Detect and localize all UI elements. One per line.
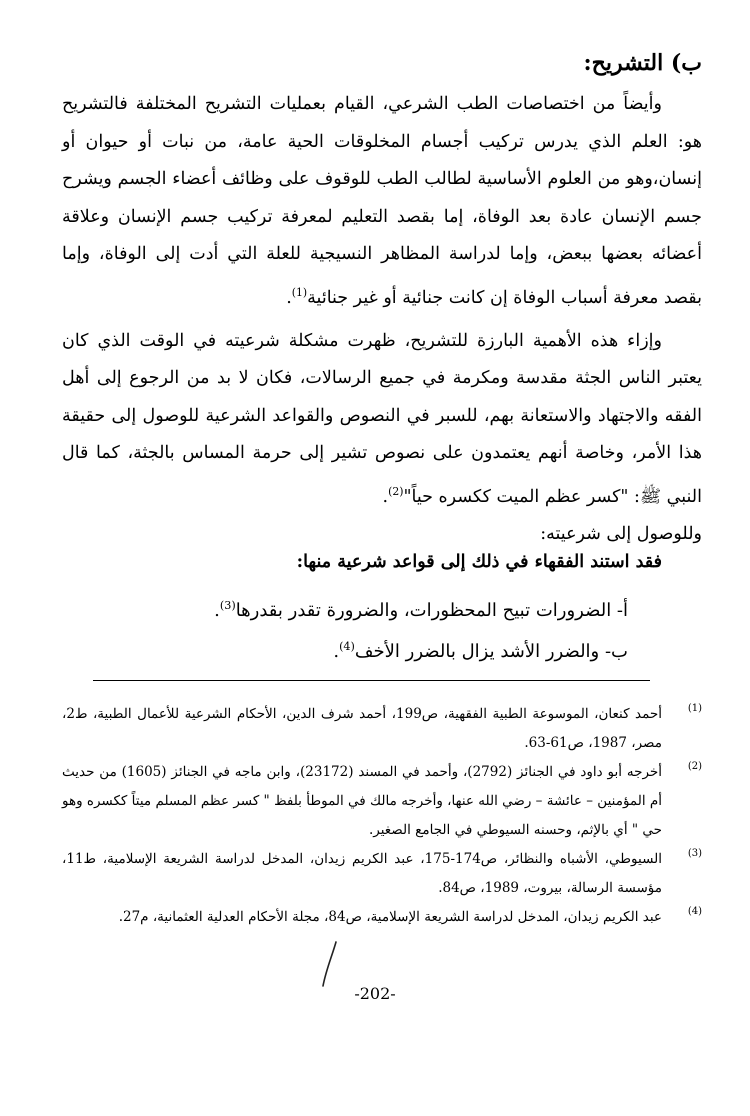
rule-a-end: .: [214, 600, 220, 621]
rule-b-end: .: [333, 641, 340, 662]
footnote-text: أحمد كنعان، الموسوعة الطبية الفقهية، ص199، أحمد شرف الدين، الأحكام الشرعية للأعمال الطبية، ط2، مصر، 1987، ص61-63.: [62, 706, 662, 751]
footnote-2: [62, 758, 702, 845]
paragraph-2-text: وإزاء هذه الأهمية البارزة للتشريح، ظهرت مشكلة شرعيته في الوقت الذي كان يعتبر الناس الجثة مقدسة ومكرمة في جميع الرسالات، فكان لا بد من الرجوع إلى أهل الفقه والاجتهاد والاستعانة بهم، للسبر في النصوص والقواعد الشرعية للوصول إلى حقيقة هذا الأمر، وخاصة أنهم يعتمدون على نصوص تشير إلى حرمة المساس بالجثة، كما قال النبي ﷺ: "كسر عظم الميت ككسره حياً": [62, 330, 702, 507]
footnote-ref-2: (2): [388, 484, 404, 498]
rules-list: [0, 588, 702, 670]
section-heading: ب) التشريح:: [583, 50, 702, 76]
footnote-4: [62, 903, 702, 932]
rule-b-text: ب- والضرر الأشد يزال بالضرر الأخف: [354, 641, 628, 662]
footnote-ref-3: (3): [219, 599, 236, 612]
footnote-ref-1: (1): [291, 285, 308, 299]
footnote-divider: [93, 680, 650, 681]
paragraph-3: وللوصول إلى شرعيته:: [540, 524, 702, 545]
footnote-text: عبد الكريم زيدان، المدخل لدراسة الشريعة الإسلامية، ص84، مجلة الأحكام العدلية العثمانية، م27.: [118, 909, 662, 925]
paragraph-1: وأيضاً من اختصاصات الطب الشرعي، القيام بعمليات التشريح المختلفة فالتشريح هو: العلم الذي يدرس تركيب أجسام المخلوقات الحية عامة، من نبات أو حيوان أو إنسان،وهو من العلوم الأساسية لطالب الطب للوقوف على وظائف أعضاء الجسم ويشرح جسم الإنسان عادة بعد الوفاة، إما بقصد التعليم لمعرفة تركيب جسم الإنسان وعلاقة أعضائه بعضها ببعض، وإما لدراسة المظاهر النسيجية للعلة التي أدت إلى الوفاة، وإما بقصد معرفة أسباب الوفاة إن كانت جنائية أو غير جنائية$^{(1)}$.: [62, 94, 702, 308]
rule-a-text: أ- الضرورات تبيح المحظورات، والضرورة تقدر بقدرها: [235, 600, 628, 621]
pen-stroke-mark: [320, 940, 340, 988]
footnote-number: (3): [687, 848, 702, 859]
rule-item-b: [0, 629, 628, 670]
body-text: [62, 86, 702, 554]
footnote-1: [62, 700, 702, 758]
footnote-number: (4): [687, 906, 702, 917]
paragraph-2: وإزاء هذه الأهمية البارزة للتشريح، ظهرت مشكلة شرعيته في الوقت الذي كان يعتبر الناس الجثة مقدسة ومكرمة في جميع الرسالات، فكان لا بد من الرجوع إلى أهل الفقه والاجتهاد والاستعانة بهم، للسبر في النصوص والقواعد الشرعية للوصول إلى حقيقة هذا الأمر، وخاصة أنهم يعتمدون على نصوص تشير إلى حرمة المساس بالجثة، كما قال النبي ﷺ: "كسر عظم الميت ككسره حياً"$^{(2)}$.: [62, 330, 702, 507]
rules-heading: فقد استند الفقهاء في ذلك إلى قواعد شرعية منها:: [296, 552, 662, 572]
footnote-number: (2): [687, 761, 702, 772]
page-number: -202-: [354, 984, 396, 1003]
paragraph-1-text: وأيضاً من اختصاصات الطب الشرعي، القيام بعمليات التشريح المختلفة فالتشريح هو: العلم الذي يدرس تركيب أجسام المخلوقات الحية عامة، من نبات أو حيوان أو إنسان،وهو من العلوم الأساسية لطالب الطب للوقوف على وظائف أعضاء الجسم ويشرح جسم الإنسان عادة بعد الوفاة، إما بقصد التعليم لمعرفة تركيب جسم الإنسان وعلاقة أعضائه بعضها ببعض، وإما لدراسة المظاهر النسيجية للعلة التي أدت إلى الوفاة، وإما بقصد معرفة أسباب الوفاة إن كانت جنائية أو غير جنائية: [62, 94, 702, 308]
footnotes: [62, 700, 702, 932]
rule-item-a: [0, 588, 628, 629]
footnote-number: (1): [687, 703, 702, 714]
footnote-ref-4: (4): [339, 640, 355, 653]
footnote-text: أخرجه أبو داود في الجنائز (2792)، وأحمد في المسند (23172)، وابن ماجه في الجنائز (1605) من حديث أم المؤمنين – عائشة – رضي الله عنها، وأخرجه مالك في الموطأ بلفظ " كسر عظم المسلم ميتاً ككسره وهو حي " أي بالإثم، وحسنه السيوطي في الجامع الصغير.: [62, 764, 662, 838]
footnote-text: السيوطي، الأشباه والنظائر، ص174-175، عبد الكريم زيدان، المدخل لدراسة الشريعة الإسلامية، ط11، مؤسسة الرسالة، بيروت، 1989، ص84.: [62, 851, 662, 896]
footnote-3: [62, 845, 702, 903]
